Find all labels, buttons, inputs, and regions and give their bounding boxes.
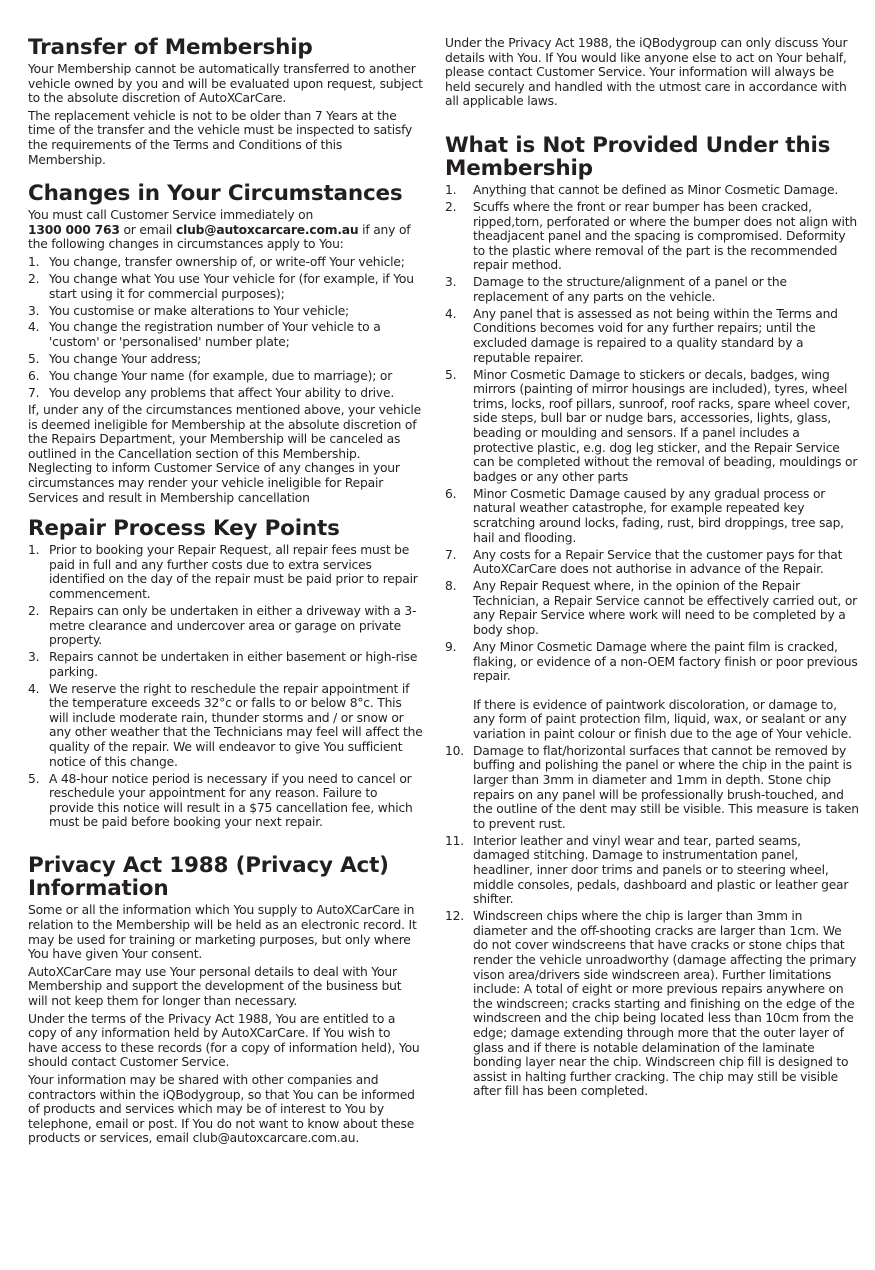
list-number: 2. [28, 603, 40, 618]
list-number: 5. [445, 367, 457, 382]
list-number: 6. [445, 486, 457, 501]
list-text: You change Your address; [49, 352, 202, 367]
list-text: You change what You use Your vehicle for (for example, if You start using it for commercial purposes); [49, 271, 414, 301]
list-item [445, 200, 860, 273]
list-number: 5. [28, 352, 40, 367]
transfer-section [28, 36, 423, 167]
list-number: 2. [28, 271, 40, 286]
list-item [445, 579, 860, 637]
list-item [28, 352, 423, 367]
list-text: Minor Cosmetic Damage caused by any gradual process or natural weather catastrophe, for example repeated key scratching around locks, fading, rust, bird droppings, tree sap, hail and flooding. [473, 486, 844, 545]
repair-section [28, 517, 423, 830]
phone-number: 1300 000 763 [28, 222, 120, 237]
list-item [28, 604, 423, 648]
list-number: 8. [445, 579, 457, 594]
list-number: 11. [445, 833, 464, 848]
changes-intro-pre: You must call Customer Service immediately on [28, 208, 314, 223]
changes-intro [28, 208, 423, 252]
changes-heading: Changes in Your Circumstances [28, 181, 403, 207]
list-number: 12. [445, 909, 464, 924]
transfer-heading: Transfer of Membership [28, 35, 313, 60]
repair-list [28, 543, 423, 830]
list-item [28, 682, 423, 770]
changes-intro-post: if any of the following changes in circumstances apply to You: [28, 222, 411, 252]
list-number: 10. [445, 743, 464, 758]
list-text-continuation: If there is evidence of paintwork discoloration, or damage to, any form of paint protection film, liquid, wax, or sealant or any variation in paint colour or finish due to the age of Your vehicle. [473, 697, 852, 741]
list-item [28, 543, 423, 601]
list-text: You develop any problems that affect Your ability to drive. [49, 386, 395, 401]
list-text: You change Your name (for example, due to marriage); or [49, 369, 393, 384]
list-item [445, 487, 860, 545]
list-item [445, 744, 860, 832]
list-text: You change the registration number of Your vehicle to a 'custom' or 'personalised' number plate; [49, 320, 381, 350]
list-number: 9. [445, 639, 457, 654]
list-number: 1. [445, 182, 457, 197]
list-text: Anything that cannot be defined as Minor Cosmetic Damage. [473, 182, 839, 197]
privacy-heading: Privacy Act 1988 (Privacy Act) Information [28, 853, 389, 902]
privacy-paragraph: Your information may be shared with other companies and contractors within the iQBodygroup, so that You can be informed of products and services which may be of interest to You by telephone, email or post. If You do not want to know about these products or services, email club@autoxcarcare.com.au. [28, 1072, 415, 1146]
list-item [28, 650, 423, 679]
list-number: 3. [28, 303, 40, 318]
left-column [28, 36, 423, 1149]
list-text: Repairs cannot be undertaken in either basement or high-rise parking. [49, 650, 418, 679]
list-number: 4. [445, 306, 457, 321]
list-item [445, 183, 860, 198]
list-text: Damage to flat/horizontal surfaces that cannot be removed by buffing and polishing the panel or where the chip in the paint is larger than 3mm in diameter and 1mm in depth. Stone chip repairs on any panel will be professionally brush-touched, and the outline of the dent may still be visible. This measure is taken to prevent rust. [473, 743, 859, 831]
list-text: You change, transfer ownership of, or write-off Your vehicle; [49, 254, 405, 269]
list-text-main: Any Minor Cosmetic Damage where the paint film is cracked, flaking, or evidence of a non-OEM factory finish or poor previous repair. [473, 639, 858, 684]
list-text: Any panel that is assessed as not being within the Terms and Conditions becomes void for any further repairs; until the excluded damage is repaired to a quality standard by a reputable repairer. [473, 306, 838, 365]
changes-section [28, 182, 423, 505]
right-column [445, 36, 860, 1101]
list-item [445, 307, 860, 365]
list-text: Any Repair Request where, in the opinion of the Repair Technician, a Repair Service cannot be effectively carried out, or any Repair Service where work will need to be completed by a body shop. [473, 579, 858, 637]
list-item [445, 640, 860, 742]
list-item [28, 772, 423, 830]
list-text [473, 640, 860, 742]
list-number: 5. [28, 771, 40, 786]
list-text: Windscreen chips where the chip is larger than 3mm in diameter and the off-shooting cracks are larger than 1cm. We do not cover windscreens that have cracks or stone chips that render the vehicle unroadworthy (damage affecting the primary vison area/drivers side windscreen area). Further limitations include: A total of eight or more previous repairs anywhere on the windscreen; cracks starting and finishing on the edge of the windscreen and the chip being located less than 10cm from the edge; damage extending through more that the outer layer of glass and if there is notable delamination of the laminate bonding layer near the chip. Windscreen chip fill is designed to assist in halting further cracking. The chip may still be visible after fill has been completed. [473, 909, 857, 1099]
privacy-section [28, 854, 423, 1146]
list-number: 2. [445, 199, 457, 214]
list-text: Any costs for a Repair Service that the customer pays for that AutoXCarCare does not authorise in advance of the Repair. [473, 547, 843, 577]
list-number: 4. [28, 681, 40, 696]
privacy-paragraph: Under the terms of the Privacy Act 1988, You are entitled to a copy of any information held by AutoXCarCare. If You wish to have access to these records (for a copy of information held), You should contact Customer Service. [28, 1011, 420, 1070]
list-item [28, 272, 423, 301]
list-number: 1. [28, 543, 40, 558]
list-text: Repairs can only be undertaken in either a driveway with a 3-metre clearance and undercover area or garage on private property. [49, 603, 417, 648]
list-text: We reserve the right to reschedule the repair appointment if the temperature exceeds 32°c or falls to or below 8°c. This will include moderate rain, thunder storms and / or snow or any other weather that the Technicians may feel will affect the quality of the repair. We will endeavor to give You sufficient notice of this change. [49, 681, 423, 769]
list-text: A 48-hour notice period is necessary if you need to cancel or reschedule your appointment for any reason. Failure to provide this notice will result in a $75 cancellation fee, which must be paid before booking your next repair. [49, 771, 413, 830]
list-number: 7. [28, 386, 40, 401]
changes-outro: If, under any of the circumstances mentioned above, your vehicle is deemed ineligible for Membership at the absolute discretion of the Repairs Department, your Membership will be canceled as outlined in the Cancellation section of this Membership. Neglecting to inform Customer Service of any changes in your circumstances may render your vehicle ineligible for Repair Services and result in Membership cancellation [28, 403, 422, 505]
list-item [445, 275, 860, 304]
list-number: 3. [28, 650, 40, 665]
list-text: Interior leather and vinyl wear and tear, parted seams, damaged stitching. Damage to instrumentation panel, headliner, inner door trims and panels or to steering wheel, middle consoles, pedals, dashboard and plastic or leather gear shifter. [473, 833, 849, 907]
privacy-paragraph: AutoXCarCare may use Your personal details to deal with Your Membership and support the development of the business but will not keep them for longer than necessary. [28, 964, 402, 1008]
changes-intro-mid: or email [123, 222, 173, 237]
not-provided-list [445, 183, 860, 1099]
list-item [28, 386, 423, 401]
list-number: 7. [445, 547, 457, 562]
changes-list [28, 255, 423, 401]
list-item [445, 368, 860, 485]
list-item [445, 548, 860, 577]
list-item [28, 304, 423, 319]
list-number: 4. [28, 320, 40, 335]
list-text: Damage to the structure/alignment of a panel or the replacement of any parts on the vehicle. [473, 275, 787, 304]
privacy-continued-paragraph: Under the Privacy Act 1988, the iQBodygroup can only discuss Your details with You. If You would like anyone else to act on Your behalf, please contact Customer Service. Your information will always be held securely and handled with the utmost care in accordance with all applicable laws. [445, 36, 848, 109]
list-text: You customise or make alterations to Your vehicle; [49, 303, 349, 318]
list-item [28, 369, 423, 384]
list-item [28, 255, 423, 270]
list-number: 1. [28, 254, 40, 269]
repair-heading: Repair Process Key Points [28, 516, 340, 542]
list-text: Minor Cosmetic Damage to stickers or decals, badges, wing mirrors (painting of mirror housings are included), tyres, wheel trims, locks, roof pillars, sunroof, roof racks, spare wheel cover, side steps, bull bar or nudge bars, accessories, lights, glass, beading or moulding and sensors. If a panel includes a protective plastic, e.g. dog leg sticker, and the Repair Service can be completed without the removal of beading, mouldings or badges or any other parts [473, 367, 858, 484]
list-text: Prior to booking your Repair Request, all repair fees must be paid in full and any further costs due to extra services identified on the day of the repair must be paid prior to repair commencement. [49, 543, 418, 601]
email-address: club@autoxcarcare.com.au [175, 222, 359, 237]
not-provided-heading: What is Not Provided Under this Membership [445, 132, 831, 181]
list-item [445, 909, 860, 1099]
transfer-paragraph: The replacement vehicle is not to be older than 7 Years at the time of the transfer and the vehicle must be inspected to satisfy the requirements of the Terms and Conditions of this Membership. [28, 108, 413, 167]
list-text: Scuffs where the front or rear bumper has been cracked, ripped,torn, perforated or where the bumper does not align with theadjacent panel and the spacing is compromised. Deformity to the plastic where removal of the part is the recommended repair method. [473, 199, 857, 273]
privacy-paragraph: Some or all the information which You supply to AutoXCarCare in relation to the Membership will be held as an electronic record. It may be used for training or marketing purposes, but only where You have given Your consent. [28, 903, 417, 962]
list-number: 3. [445, 275, 457, 290]
list-item [28, 320, 423, 349]
not-provided-section [445, 134, 860, 1099]
list-number: 6. [28, 369, 40, 384]
list-item [445, 834, 860, 907]
transfer-paragraph: Your Membership cannot be automatically transferred to another vehicle owned by you and will be evaluated upon request, subject to the absolute discretion of AutoXCarCare. [28, 62, 423, 106]
